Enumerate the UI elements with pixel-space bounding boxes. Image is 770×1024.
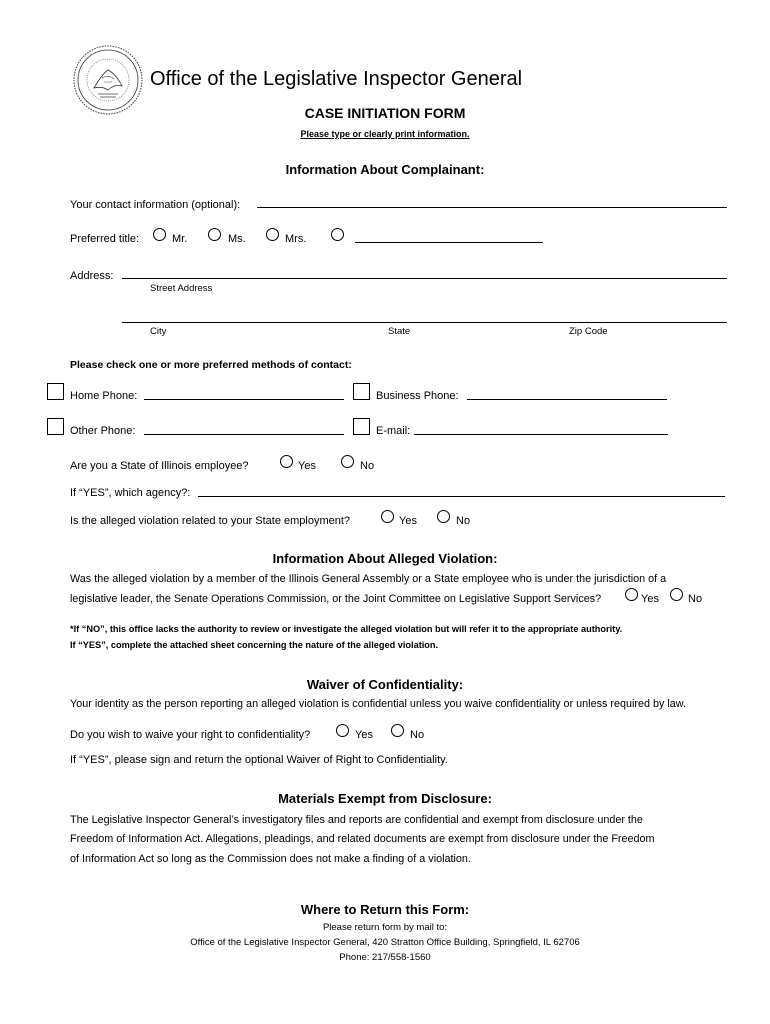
violation-note-no: *If “NO”, this office lacks the authority to review or investigate the alleged violation but will refer it to the appropriate authority. [70, 624, 623, 634]
home-phone-label: Home Phone: [70, 390, 138, 402]
street-address-field[interactable] [122, 278, 727, 279]
exempt-heading: Materials Exempt from Disclosure: [278, 791, 492, 806]
email-checkbox[interactable] [353, 418, 370, 435]
related-no-radio[interactable] [437, 510, 450, 523]
violation-no-radio[interactable] [670, 588, 683, 601]
waiver-no-radio[interactable] [391, 724, 404, 737]
waiver-note: If “YES”, please sign and return the optional Waiver of Right to Confidentiality. [70, 754, 448, 766]
state-employee-no-label: No [360, 460, 375, 472]
title-ms-label: Ms. [228, 233, 246, 245]
state-employee-no-radio[interactable] [341, 455, 354, 468]
violation-yes-label: Yes [641, 593, 659, 605]
waiver-yes-label: Yes [355, 729, 373, 741]
state-employee-question: Are you a State of Illinois employee? [70, 460, 249, 472]
exempt-line2: Freedom of Information Act. Allegations, pleadings, and related documents are exempt from disclosure under the Freedom [70, 833, 655, 845]
business-phone-field[interactable] [467, 399, 667, 400]
form-instruction: Please type or clearly print information. [300, 129, 470, 139]
waiver-no-label: No [410, 729, 425, 741]
return-phone: Phone: 217/558-1560 [339, 952, 431, 963]
home-phone-checkbox[interactable] [47, 383, 64, 400]
return-heading: Where to Return this Form: [300, 902, 470, 917]
home-phone-field[interactable] [144, 399, 344, 400]
title-mrs-radio[interactable] [266, 228, 279, 241]
violation-yes-radio[interactable] [625, 588, 638, 601]
form-title: CASE INITIATION FORM [304, 105, 466, 121]
state-employee-yes-label: Yes [298, 460, 316, 472]
violation-question-line2: legislative leader, the Senate Operations Commission, or the Joint Committee on Legislative Support Services? [70, 593, 602, 605]
related-employment-question: Is the alleged violation related to your State employment? [70, 515, 351, 527]
title-other-field[interactable] [355, 242, 543, 243]
other-phone-checkbox[interactable] [47, 418, 64, 435]
title-mr-label: Mr. [172, 233, 188, 245]
violation-heading: Information About Alleged Violation: [272, 551, 498, 566]
waiver-text: Your identity as the person reporting an alleged violation is confidential unless you waive confidentiality or unless required by law. [70, 698, 686, 710]
related-no-label: No [456, 515, 471, 527]
agency-field[interactable] [198, 496, 725, 497]
address-label: Address: [70, 270, 114, 282]
violation-question-line1: Was the alleged violation by a member of the Illinois General Assembly or a State employee who is under the jurisdiction of a [70, 573, 667, 585]
title-mr-radio[interactable] [153, 228, 166, 241]
return-line1: Please return form by mail to: [322, 922, 448, 933]
title-ms-radio[interactable] [208, 228, 221, 241]
exempt-line1: The Legislative Inspector General’s investigatory files and reports are confidential and exempt from disclosure under the [70, 814, 643, 826]
office-title: Office of the Legislative Inspector General [150, 68, 523, 90]
business-phone-checkbox[interactable] [353, 383, 370, 400]
email-label: E-mail: [376, 425, 411, 437]
other-phone-field[interactable] [144, 434, 344, 435]
other-phone-label: Other Phone: [70, 425, 136, 437]
waiver-heading: Waiver of Confidentiality: [306, 677, 464, 692]
city-caption: City [150, 326, 167, 337]
title-other-radio[interactable] [331, 228, 344, 241]
title-mrs-label: Mrs. [285, 233, 307, 245]
exempt-line3: of Information Act so long as the Commission does not make a finding of a violation. [70, 853, 471, 865]
contact-info-label: Your contact information (optional): [70, 199, 241, 211]
email-field[interactable] [414, 434, 668, 435]
agency-label: If “YES”, which agency?: [70, 487, 191, 499]
violation-note-yes: If “YES”, complete the attached sheet concerning the nature of the alleged violation. [70, 640, 439, 650]
zip-caption: Zip Code [569, 326, 608, 337]
related-yes-label: Yes [399, 515, 417, 527]
complainant-heading: Information About Complainant: [285, 162, 485, 177]
waiver-yes-radio[interactable] [336, 724, 349, 737]
contact-info-field[interactable] [257, 207, 727, 208]
violation-no-label: No [688, 593, 703, 605]
city-state-zip-field[interactable] [122, 322, 727, 323]
waiver-question: Do you wish to waive your right to confidentiality? [70, 729, 311, 741]
street-address-caption: Street Address [150, 283, 213, 294]
preferred-title-label: Preferred title: [70, 233, 140, 245]
return-address: Office of the Legislative Inspector General, 420 Stratton Office Building, Springfield, IL 62706 [190, 937, 580, 948]
state-caption: State [388, 326, 411, 337]
business-phone-label: Business Phone: [376, 390, 459, 402]
related-yes-radio[interactable] [381, 510, 394, 523]
state-employee-yes-radio[interactable] [280, 455, 293, 468]
contact-methods-heading: Please check one or more preferred methods of contact: [70, 359, 352, 371]
